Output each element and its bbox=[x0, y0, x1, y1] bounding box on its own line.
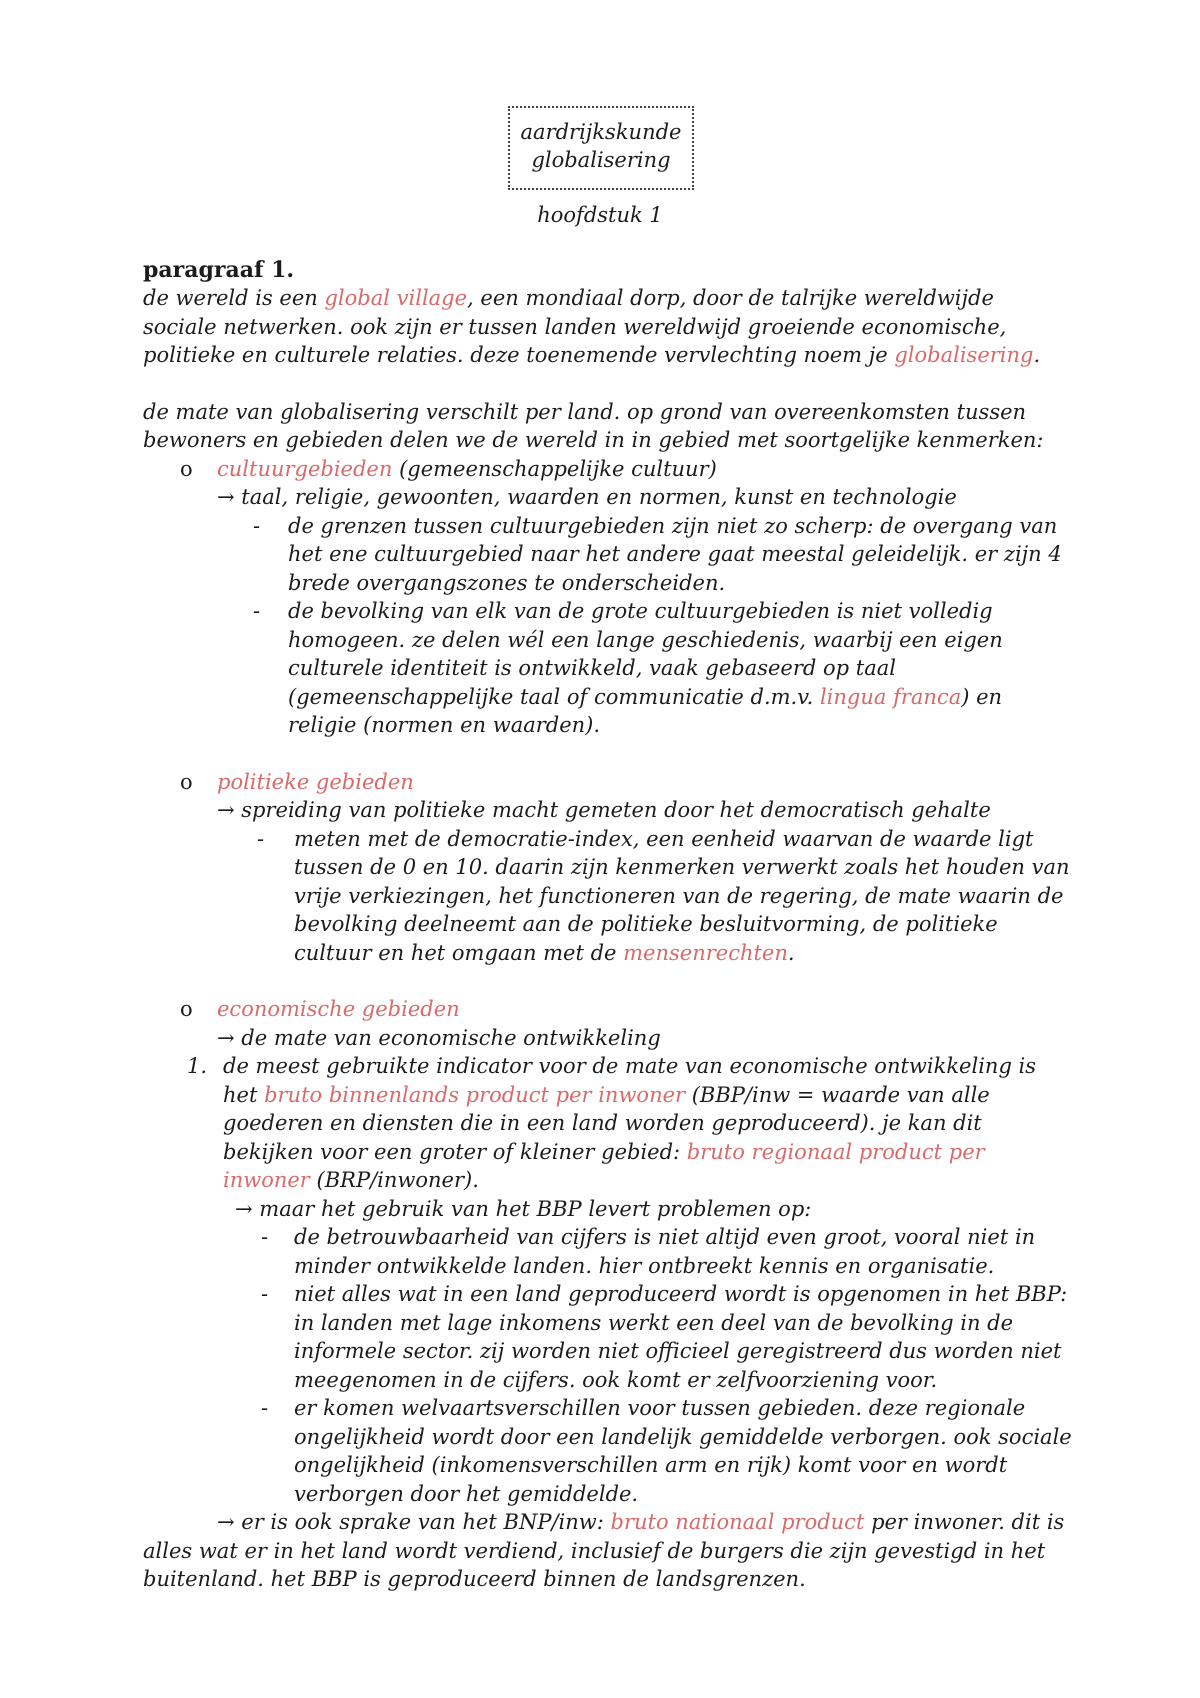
cultuur-title-rest: (gemeenschappelijke cultuur) bbox=[392, 456, 717, 481]
list-item-cultuurgebieden bbox=[143, 455, 1073, 484]
list-item bbox=[143, 597, 1073, 740]
term-globalisering: globalisering bbox=[894, 343, 1034, 367]
cultuur-dash-2a: de bevolking van elk van de grote cultuurgebieden is niet volledig homogeen. ze delen wél een lange geschiedenis, waarbij een eigen culturele identiteit is ontwikkeld, vaak gebaseerd op taal (gemeenschappelijke taal of communicatie d.m.v. bbox=[288, 599, 1003, 709]
subject-title: aardrijkskunde bbox=[520, 120, 682, 144]
economie-arrow-line-2 bbox=[143, 1195, 1073, 1224]
bullet-icon: o bbox=[180, 456, 193, 481]
arrow-right-icon: → bbox=[217, 1025, 235, 1050]
politiek-dash-1b: . bbox=[787, 940, 795, 965]
term-bbp: bruto binnenlands product per inwoner bbox=[264, 1082, 686, 1107]
economie-arrow-text-2: maar het gebruik van het BBP levert problemen op: bbox=[252, 1196, 812, 1221]
arrow-right-icon: → bbox=[235, 1196, 253, 1221]
arrow-right-icon: → bbox=[217, 485, 235, 509]
document-body bbox=[143, 256, 1073, 1594]
final-text-a: er is ook sprake van het BNP/inw: bbox=[234, 1510, 611, 1534]
cultuur-dash-1: de grenzen tussen cultuurgebieden zijn niet zo scherp: de overgang van het ene cultuurgebied naar het andere gaat meestal geleidelijk. er zijn 4 brede overgangszones te onderscheiden. bbox=[288, 513, 1062, 595]
intro-text-3: . bbox=[1033, 343, 1041, 367]
cultuur-arrow-line bbox=[143, 483, 1073, 512]
dash-icon: - bbox=[253, 599, 261, 623]
bullet-icon: o bbox=[180, 997, 193, 1021]
term-lingua-franca: lingua franca bbox=[819, 684, 962, 709]
politiek-arrow-line bbox=[143, 796, 1073, 825]
bullet-icon: o bbox=[180, 769, 193, 794]
intro-paragraph bbox=[143, 284, 1073, 370]
topic-title: globalisering bbox=[531, 148, 671, 172]
term-cultuurgebieden: cultuurgebieden bbox=[217, 456, 393, 481]
dash-icon: - bbox=[261, 1396, 269, 1420]
dash-icon: - bbox=[253, 513, 261, 538]
economie-arrow-text: de mate van economische ontwikkeling bbox=[234, 1025, 661, 1050]
list-item-politieke-gebieden bbox=[143, 768, 1073, 797]
economie-item-1c: (BRP/inwoner). bbox=[309, 1168, 479, 1192]
economie-dash-1: de betrouwbaarheid van cijfers is niet altijd even groot, vooral niet in minder ontwikkelde landen. hier ontbreekt kennis en organisatie. bbox=[294, 1225, 1036, 1278]
arrow-right-icon: → bbox=[217, 798, 235, 822]
dash-icon: - bbox=[261, 1225, 269, 1249]
regions-paragraph: de mate van globalisering verschilt per land. op grond van overeenkomsten tussen bewoners en gebieden delen we de wereld in in gebied met soortgelijke kenmerken: bbox=[143, 399, 1044, 452]
politiek-dash-1a: meten met de democratie-index, een eenheid waarvan de waarde ligt tussen de 0 en 10. daarin zijn kenmerken verwerkt zoals het houden van vrije verkiezingen, het functioneren van de regering, de mate waarin de bevolking deelneemt aan de politieke besluitvorming, de politieke cultuur en het omgaan met de bbox=[294, 826, 1070, 965]
politiek-arrow-text: spreiding van politieke macht gemeten door het democratisch gehalte bbox=[234, 798, 991, 822]
final-text-b: per inwoner. dit is alles wat er in het land wordt verdiend, inclusief de burgers die zijn gevestigd in het buitenland. het BBP is geproduceerd binnen de landsgrenzen. bbox=[143, 1510, 1065, 1591]
term-brp: bruto regionaal product per inwoner bbox=[223, 1139, 985, 1192]
numbered-item bbox=[143, 1052, 1073, 1195]
list-item bbox=[143, 1223, 1073, 1280]
list-item bbox=[143, 1394, 1073, 1508]
term-mensenrechten: mensenrechten bbox=[623, 940, 788, 965]
dash-icon: - bbox=[257, 826, 265, 851]
chapter-title: hoofdstuk 1 bbox=[537, 203, 663, 227]
term-global-village: global village bbox=[324, 286, 468, 310]
list-item bbox=[143, 512, 1073, 598]
term-economische-gebieden: economische gebieden bbox=[217, 997, 460, 1021]
bnp-paragraph bbox=[143, 1508, 1073, 1594]
term-politieke-gebieden: politieke gebieden bbox=[217, 769, 414, 794]
economie-dash-2: niet alles wat in een land geproduceerd wordt is opgenomen in het BBP: in landen met lage inkomens werkt een deel van de bevolking in de informele sector. zij worden niet officieel geregistreerd dus worden niet meegenomen in de cijfers. ook komt er zelfvoorziening voor. bbox=[294, 1282, 1068, 1392]
economie-item-1b: (BBP/inw = waarde van alle goederen en diensten die in een land worden geproduceerd). je kan dit bekijken voor een groter of kleiner gebied: bbox=[223, 1082, 990, 1164]
arrow-right-icon: → bbox=[217, 1510, 235, 1534]
section-heading: paragraaf 1. bbox=[143, 257, 295, 283]
economie-item-1a: de meest gebruikte indicator voor de mate van economische ontwikkeling is het bbox=[223, 1054, 1037, 1107]
intro-text-1: de wereld is een bbox=[143, 286, 325, 310]
economie-dash-3: er komen welvaartsverschillen voor tussen gebieden. deze regionale ongelijkheid wordt door een landelijk gemiddelde verborgen. ook sociale ongelijkheid (inkomensverschillen arm en rijk) komt voor en wordt verborgen door het gemiddelde. bbox=[294, 1396, 1072, 1506]
item-number: 1. bbox=[187, 1054, 208, 1078]
list-item bbox=[143, 1280, 1073, 1394]
cultuur-dash-2b: ) en religie (normen en waarden). bbox=[288, 684, 1003, 737]
intro-text-2: , een mondiaal dorp, door de talrijke wereldwijde sociale netwerken. ook zijn er tussen landen wereldwijd groeiende economische, politieke en culturele relaties. deze toenemende vervlechting noem je bbox=[143, 286, 1007, 367]
list-item bbox=[143, 825, 1073, 968]
cultuur-arrow-text: taal, religie, gewoonten, waarden en normen, kunst en technologie bbox=[234, 485, 957, 509]
title-box bbox=[508, 106, 694, 190]
economie-arrow-line bbox=[143, 1024, 1073, 1053]
dash-icon: - bbox=[261, 1282, 269, 1306]
list-item-economische-gebieden bbox=[143, 995, 1073, 1024]
term-bnp: bruto nationaal product bbox=[610, 1510, 865, 1534]
